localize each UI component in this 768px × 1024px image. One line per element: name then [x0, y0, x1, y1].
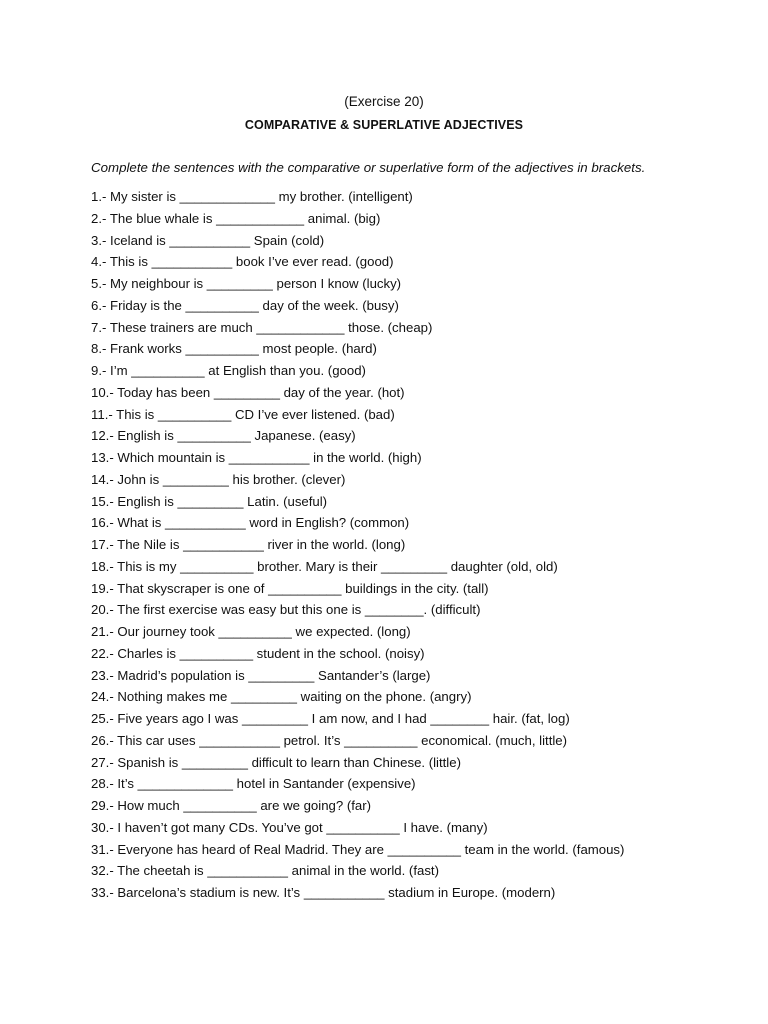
- exercise-item-9: 9.- I’m __________ at English than you. (good): [91, 363, 366, 378]
- exercise-item-14: 14.- John is _________ his brother. (clever): [91, 471, 346, 487]
- exercise-item-22: 22.- Charles is __________ student in the school. (noisy): [91, 645, 425, 661]
- exercise-item-13: 13.- Which mountain is ___________ in the world. (high): [91, 450, 422, 465]
- exercise-item-17: 17.- The Nile is ___________ river in the world. (long): [91, 537, 406, 552]
- exercise-item-23: 23.- Madrid’s population is _________ Santander’s (large): [91, 667, 431, 683]
- exercise-item-7: 7.- These trainers are much ____________ those. (cheap): [91, 319, 433, 335]
- exercise-list: [91, 188, 751, 906]
- exercise-item-6: 6.- Friday is the __________ day of the week. (busy): [91, 297, 399, 313]
- exercise-item-27: 27.- Spanish is _________ difficult to learn than Chinese. (little): [91, 754, 461, 770]
- exercise-item-12: 12.- English is __________ Japanese. (easy): [91, 428, 356, 444]
- exercise-item-10: 10.- Today has been _________ day of the year. (hot): [91, 384, 405, 400]
- exercise-item-25: 25.- Five years ago I was _________ I am now, and I had ________ hair. (fat, log): [91, 711, 570, 726]
- exercise-item-20: 20.- The first exercise was easy but this one is ________. (difficult): [91, 602, 481, 618]
- exercise-item-32: 32.- The cheetah is ___________ animal in the world. (fast): [91, 863, 439, 879]
- exercise-item-11: 11.- This is __________ CD I’ve ever listened. (bad): [91, 406, 395, 422]
- exercise-item-28: 28.- It’s _____________ hotel in Santander (expensive): [91, 776, 416, 792]
- exercise-item-15: 15.- English is _________ Latin. (useful): [91, 493, 328, 509]
- exercise-item-5: 5.- My neighbour is _________ person I know (lucky): [91, 276, 402, 291]
- exercise-item-8: 8.- Frank works __________ most people. (hard): [91, 341, 377, 357]
- instructions: Complete the sentences with the comparative or superlative form of the adjectives in brackets.: [91, 160, 646, 175]
- exercise-item-4: 4.- This is ___________ book I’ve ever read. (good): [91, 254, 394, 270]
- exercise-item-31: 31.- Everyone has heard of Real Madrid. They are __________ team in the world. (famous): [91, 841, 625, 857]
- exercise-item-18: 18.- This is my __________ brother. Mary is their _________ daughter (old, old): [91, 558, 558, 574]
- exercise-item-1: 1.- My sister is _____________ my brother. (intelligent): [91, 189, 413, 204]
- exercise-number: (Exercise 20): [344, 94, 424, 109]
- exercise-item-21: 21.- Our journey took __________ we expected. (long): [91, 624, 411, 639]
- worksheet-title: COMPARATIVE & SUPERLATIVE ADJECTIVES: [244, 118, 524, 132]
- exercise-item-24: 24.- Nothing makes me _________ waiting on the phone. (angry): [91, 689, 472, 705]
- exercise-item-16: 16.- What is ___________ word in English? (common): [91, 515, 410, 531]
- exercise-item-3: 3.- Iceland is ___________ Spain (cold): [91, 232, 325, 248]
- exercise-item-19: 19.- That skyscraper is one of __________ buildings in the city. (tall): [91, 580, 489, 596]
- exercise-item-33: 33.- Barcelona’s stadium is new. It’s ___________ stadium in Europe. (modern): [91, 885, 556, 900]
- exercise-item-30: 30.- I haven’t got many CDs. You’ve got __________ I have. (many): [91, 819, 488, 835]
- exercise-item-29: 29.- How much __________ are we going? (far): [91, 798, 372, 813]
- exercise-item-26: 26.- This car uses ___________ petrol. It’s __________ economical. (much, little): [91, 732, 568, 748]
- exercise-item-2: 2.- The blue whale is ____________ animal. (big): [91, 210, 381, 226]
